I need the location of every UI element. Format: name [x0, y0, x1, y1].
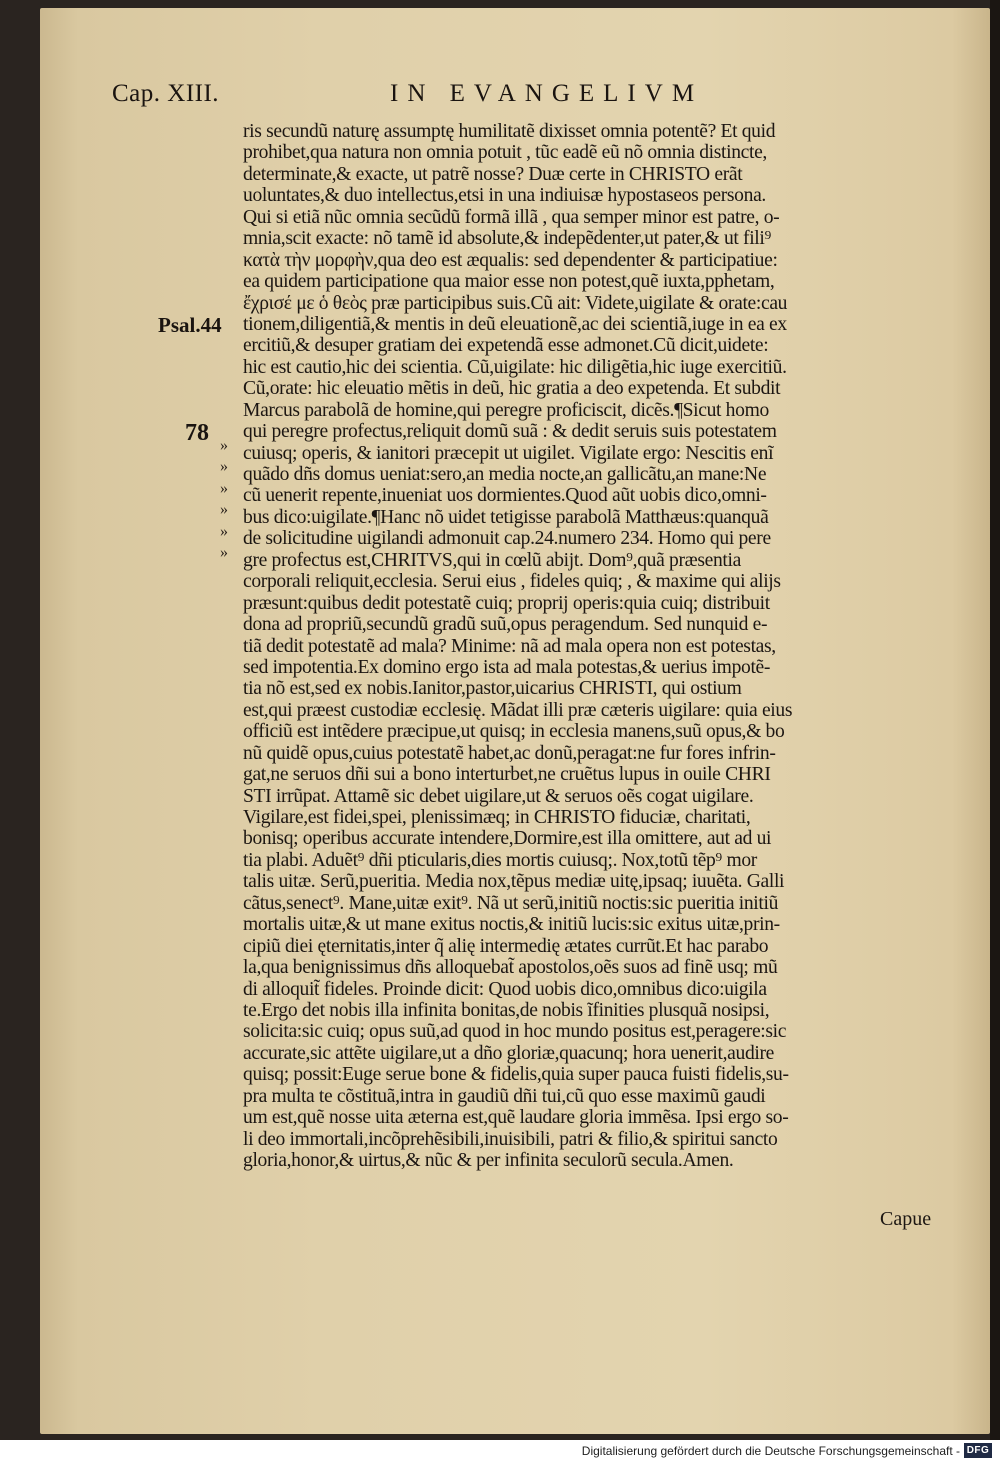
text-line: ercitiũ,& desuper gratiam dei expetendã esse admonet.Cũ dicit,uidete:	[243, 335, 769, 357]
text-line: Vigilare,est fidei,spei, plenissimæq; in CHRISTO fiduciæ, charitati,	[243, 807, 751, 828]
text-line: Marcus parabolã de homine,qui peregre proficiscit, dicẽs.¶Sicut homo	[243, 399, 769, 421]
text-line: li deo immortali,incõprehẽsibili,inuisibili, patri & filio,& spiritui sancto	[243, 1128, 778, 1150]
text-line: bonisq; operibus accurate intendere,Dormire,est illa omittere, aut ad ui	[243, 828, 772, 850]
quote-mark: »	[220, 522, 228, 540]
text-line: Qui si etiã nũc omnia secũdũ formã illã , qua semper minor est patre, o-	[243, 206, 780, 228]
text-line: de solicitudine uigilandi admonuit cap.24.numero 234. Homo qui pere	[243, 528, 771, 550]
text-line: ea quidem participatione qua maior esse non potest,quẽ iuxta,pphetam,	[243, 271, 775, 293]
book-page	[40, 8, 990, 1434]
quote-mark: »	[220, 437, 228, 454]
page-edge	[990, 0, 1000, 1440]
margin-psalm-reference: Psal.44	[158, 313, 222, 337]
text-line: di alloquit̃ fideles. Proinde dicit: Quod uobis dico,omnibus dico:uigila	[243, 978, 767, 1000]
text-line: cipiũ diei ęternitatis,inter q̃ alię intermedię ætates currũt.Et hac parabo	[243, 935, 769, 957]
dfg-logo: DFG	[964, 1443, 992, 1458]
text-line: uoluntates,& duo intellectus,etsi in una indiuisæ hypostaseos persona.	[243, 185, 766, 207]
quote-mark: »	[220, 458, 228, 476]
text-line: cuiusq; operis, & ianitori præcepit ut uigilet. Vigilate ergo: Nescitis enĩ	[243, 442, 774, 464]
quote-mark: »	[220, 544, 228, 562]
text-line: ris secundũ naturę assumptę humilitatẽ dixisset omnia potentẽ? Et quid	[243, 121, 776, 142]
text-line: determinate,& exacte, ut patrẽ nosse? Duæ certe in CHRISTO erãt	[243, 163, 743, 185]
text-line: tia plabi. Aduẽt⁹ dñi pticularis,dies mortis cuiusq;. Nox,totũ tẽp⁹ mor	[243, 849, 757, 871]
text-line: pra multa te cõstituã,intra in gaudiũ dñi tui,cũ quo esse maximũ gaudi	[243, 1085, 766, 1107]
text-line: quãdo dñs domus ueniat:sero,an media nocte,an gallicãtu,an mane:Ne	[243, 464, 767, 485]
text-line: mnia,scit exacte: nõ tamẽ id absolute,& indepẽdenter,ut pater,& ut fili⁹	[243, 228, 771, 250]
text-line: cũ uenerit repente,inueniat uos dormientes.Quod aũt uobis dico,omni-	[243, 485, 767, 507]
text-line: um est,quẽ nosse uita æterna est,quẽ laudare gloria immẽsa. Ipsi ergo so-	[243, 1107, 789, 1129]
text-line: tia nõ est,sed ex nobis.Ianitor,pastor,uicarius CHRISTI, qui ostium	[243, 678, 742, 700]
text-line: gloria,honor,& uirtus,& nũc & per infinita seculorũ secula.Amen.	[243, 1150, 734, 1171]
text-line: Cũ,orate: hic eleuatio mẽtis in deũ, hic gratia a deo expetenda. Et subdit	[243, 378, 781, 400]
text-line: dona ad propriũ,secundũ gradũ suũ,opus peragendum. Sed nunquid e-	[243, 614, 768, 636]
text-line: ἔχρισέ με ὁ θεὸς præ participibus suis.Cũ ait: Videte,uigilate & orate:cau	[243, 292, 788, 314]
text-line: mortalis uitæ,& ut mane exitus noctis,& initiũ lucis:sic exitus uitæ,prin-	[243, 914, 780, 936]
body-text	[243, 121, 955, 1171]
text-line: bus dico:uigilate.¶Hanc nõ uidet tetigisse parabolã Matthæus:quanquã	[243, 506, 769, 528]
text-line: cãtus,senect⁹. Mane,uitæ exit⁹. Nã ut serũ,initiũ noctis:sic pueritia initiũ	[243, 892, 779, 914]
quote-marks	[220, 435, 228, 564]
running-title: IN EVANGELIVM	[390, 80, 704, 107]
text-line: accurate,sic attẽte uigilare,ut a dño gloriæ,quacunq; hora uenerit,audire	[243, 1042, 775, 1064]
page-header	[40, 80, 990, 120]
text-line: tionem,diligentiã,& mentis in deũ eleuationẽ,ac dei scientiã,iuge in ea ex	[243, 313, 787, 335]
text-line: sed impotentia.Ex domino ergo ista ad mala potestas,& uerius impotẽ-	[243, 656, 771, 678]
text-line: officiũ est intẽdere præcipue,ut quisq; in ecclesia manens,suũ opus,& bo	[243, 721, 785, 743]
text-line: κατὰ τὴν μορφὴν,qua deo est æqualis: sed dependenter & participatiue:	[243, 249, 778, 271]
text-line: tiã dedit potestatẽ ad mala? Minime: nã ad mala opera non est potestas,	[243, 635, 776, 657]
text-line: nũ quidẽ opus,cuius potestatẽ habet,ac donũ,peragat:ne fur fores infrin-	[243, 742, 776, 764]
text-line: hic est cautio,hic dei scientia. Cũ,uigilate: hic diligẽtia,hic iuge exercitiũ.	[243, 356, 787, 378]
text-line: talis uitæ. Serũ,pueritia. Media nox,tẽpus mediæ uitę,ipsaq; iuuẽta. Galli	[243, 871, 785, 893]
text-line: est,qui præest custodiæ ecclesię. Mãdat illi præ cæteris uigilare: quia eius	[243, 699, 793, 721]
catchword: Capue	[880, 1208, 932, 1230]
digitization-credit: Digitalisierung gefördert durch die Deutsche Forschungsgemeinschaft -	[581, 1444, 960, 1458]
text-line: solicita:sic cuiq; opus suũ,ad quod in hoc mundo positus est,peragere:sic	[243, 1021, 787, 1043]
text-line: te.Ergo det nobis illa infinita bonitas,de nobis ĩfinities plusquã nosipsi,	[243, 999, 770, 1021]
footer-bar	[0, 1440, 1000, 1462]
text-line: STI irrũpat. Attamẽ sic debet uigilare,ut & seruos oẽs cogat uigilare.	[243, 785, 754, 807]
text-line: gat,ne seruos dñi sui a bono interturbet,ne cruẽtus lupus in ouile CHRI	[243, 764, 771, 786]
quote-mark: »	[220, 479, 228, 497]
quote-mark: »	[220, 501, 228, 519]
margin-section-number: 78	[185, 420, 209, 446]
text-line: la,qua benignissimus dñs alloquebat̃ apostolos,oẽs suos ad finẽ usq; mũ	[243, 957, 778, 979]
chapter-label: Cap. XIII.	[112, 80, 220, 107]
text-line: quisq; possit:Euge serue bone & fidelis,quia super pauca fuisti fidelis,su-	[243, 1064, 789, 1086]
text-line: qui peregre profectus,reliquit domũ suã : & dedit seruis suis potestatem	[243, 421, 777, 443]
text-line: corporali reliquit,ecclesia. Serui eius , fideles quiq; , & maxime qui alijs	[243, 571, 781, 593]
text-line: præsunt:quibus dedit potestatẽ cuiq; proprij operis:quia cuiq; distribuit	[243, 592, 770, 614]
text-line: gre profectus est,CHRITVS,qui in cœlũ abijt. Dom⁹,quã præsentia	[243, 549, 741, 571]
text-line: prohibet,qua natura non omnia potuit , tũc eadẽ eũ nõ omnia distincte,	[243, 142, 767, 164]
